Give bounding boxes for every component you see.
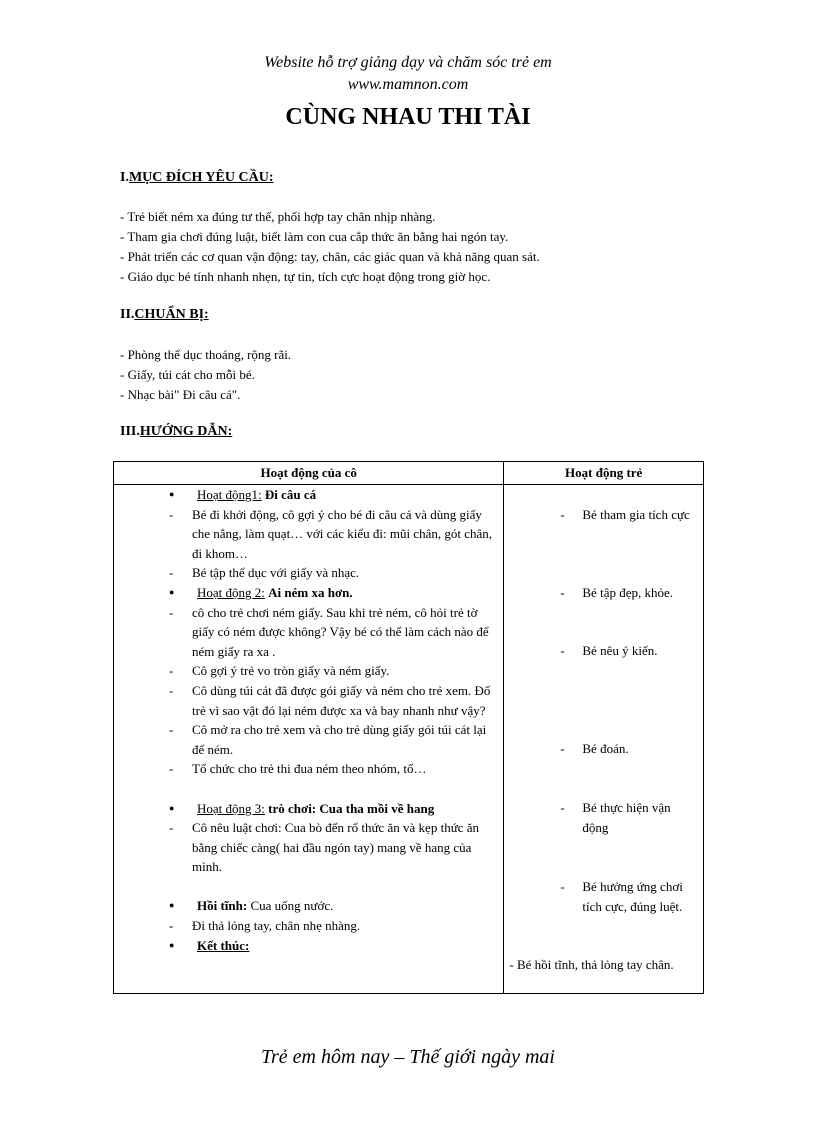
table-row (114, 485, 704, 994)
list-item: - Cô mở ra cho trẻ xem và cho trẻ dùng giấy gói túi cát lại để ném. (114, 720, 503, 759)
child-item: - Bé tập đẹp, khỏe. (582, 583, 697, 603)
activity-1-heading: ● Hoạt động1: Đi câu cá (114, 485, 503, 505)
list-item: - Bé tập thể dục với giấy và nhạc. (114, 563, 503, 583)
child-item: - Bé hồi tĩnh, thả lỏng tay chân. (509, 957, 674, 972)
list-item: - Cô dùng túi cát đã được gói giấy và ném cho trẻ xem. Đố trẻ vì sao vật đó lại ném được xa và bay nhanh như vậy? (114, 681, 503, 720)
website-url: www.mamnon.com (347, 76, 469, 93)
child-activities-cell (504, 485, 704, 994)
teacher-activities-cell (114, 485, 504, 994)
list-item: - Tham gia chơi đúng luật, biết làm con cua cắp thức ăn bằng hai ngón tay. (120, 229, 509, 244)
child-column-header: Hoạt động trẻ (504, 462, 704, 485)
list-item: - Trẻ biết ném xa đúng tư thế, phối hợp tay chân nhịp nhàng. (120, 209, 436, 224)
section-heading-2 (120, 307, 209, 323)
spacer (114, 779, 503, 799)
section-number-1: I. (120, 170, 129, 185)
list-item: - Cô gợi ý trẻ vo tròn giấy và ném giấy. (114, 661, 503, 681)
section-heading-3 (120, 424, 232, 440)
list-item: - Phòng thể dục thoáng, rộng rãi. (120, 347, 292, 362)
list-item: - Giấy, túi cát cho mỗi bé. (120, 367, 255, 382)
spacer (114, 877, 503, 897)
table-header-row (114, 462, 704, 485)
child-item: - Bé thực hiện vận động (582, 798, 697, 838)
activity-2-heading: ● Hoạt động 2: Ai ném xa hơn. (114, 583, 503, 603)
section-title-3: HƯỚNG DẪN: (139, 424, 233, 439)
section-title-1: MỤC ĐÍCH YÊU CẦU: (128, 170, 274, 185)
section-number-3: III. (120, 424, 140, 439)
section-list-2 (120, 345, 291, 405)
activity-5-heading: ● Kết thúc: (114, 936, 503, 956)
section-number-2: II. (120, 307, 135, 322)
child-item: - Bé hưởng ứng chơi tích cực, đúng luệt. (582, 877, 697, 917)
child-item: - Bé đoán. (582, 739, 697, 759)
list-item: - Nhạc bài" Đi câu cá". (120, 387, 241, 402)
activity-4-heading: ● Hồi tĩnh: Cua uống nước. (114, 896, 503, 916)
list-item: - Giáo dục bé tính nhanh nhẹn, tự tin, tích cực hoạt động trong giờ học. (120, 269, 491, 284)
page-title: CÙNG NHAU THI TÀI (285, 104, 531, 130)
activity-table (113, 461, 704, 994)
list-item: - Tổ chức cho trẻ thi đua ném theo nhóm, tổ… (114, 759, 503, 779)
activity-3-heading: ● Hoạt động 3: trò chơi: Cua tha mồi về hang (114, 799, 503, 819)
list-item: - Phát triển các cơ quan vận động: tay, chân, các giác quan và khả năng quan sát. (120, 249, 540, 264)
list-item: - Đi thả lỏng tay, chân nhẹ nhàng. (114, 916, 503, 936)
teacher-column-header: Hoạt động của cô (114, 462, 504, 485)
list-item: - Cô nêu luật chơi: Cua bò đến rổ thức ăn và kẹp thức ăn bằng chiếc càng( hai đầu ngón tay) mang về hang của mình. (114, 818, 503, 877)
section-list-1 (120, 207, 540, 287)
website-header: Website hỗ trợ giảng dạy và chăm sóc trẻ em (264, 54, 552, 71)
list-item: - cô cho trẻ chơi ném giấy. Sau khi trẻ ném, cô hỏi trẻ tờ giấy có ném được không? Vậy bé có thể làm cách nào để ném giấy ra xa . (114, 603, 503, 662)
child-item: - Bé nêu ý kiến. (582, 641, 697, 661)
child-item: - Bé tham gia tích cực (582, 505, 697, 525)
section-heading-1 (120, 170, 273, 186)
footer-slogan: Trẻ em hôm nay – Thế giới ngày mai (261, 1046, 555, 1068)
section-title-2: CHUẨN BỊ: (134, 307, 209, 322)
list-item: - Bé đi khởi động, cô gợi ý cho bé đi câu cá và dùng giấy che nắng, làm quạt… với các kiểu đi: mũi chân, gót chân, đi khom… (114, 505, 503, 564)
